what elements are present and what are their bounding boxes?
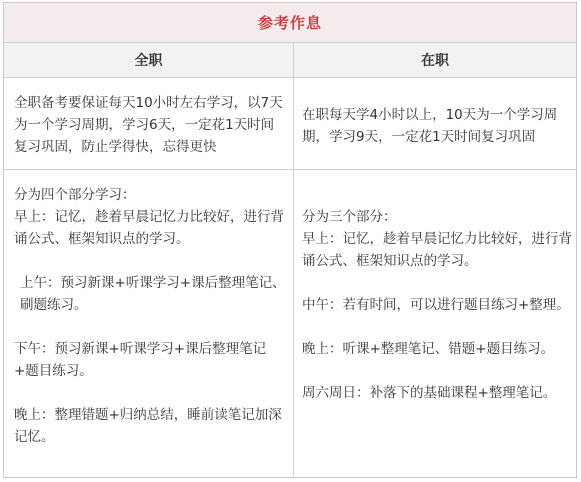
table-title: 参考作息 [4, 3, 576, 43]
parttime-noon: 中午：若有时间，可以进行题目练习+整理。 [302, 297, 570, 313]
fulltime-afternoon: 下午：预习新课+听课学习+课后整理笔记+题目练习。 [14, 341, 267, 379]
schedule-table [3, 2, 577, 478]
table-row [4, 78, 576, 170]
table-header-row [4, 43, 576, 78]
fulltime-intro: 分为四个部分学习： [14, 187, 136, 203]
fulltime-summary-cell [4, 78, 294, 169]
fulltime-summary-text: 全职备考要保证每天10小时左右学习，以7天为一个学习周期，学习6天，一定花1天时间复习巩固，防止学得快，忘得更快 [14, 95, 283, 155]
parttime-early-morning: 早上：记忆，趁着早晨记忆力比较好，进行背诵公式、框架知识点的学习。 [302, 231, 572, 269]
fulltime-schedule-cell [4, 170, 294, 477]
parttime-summary-cell [294, 78, 576, 169]
parttime-weekend: 周六周日：补落下的基础课程+整理笔记。 [302, 385, 557, 401]
parttime-schedule-cell [294, 170, 576, 477]
fulltime-evening: 晚上：整理错题+归纳总结，睡前读笔记加深记忆。 [14, 407, 282, 445]
table-row [4, 170, 576, 477]
fulltime-morning: 上午：预习新课+听课学习+课后整理笔记、刷题练习。 [20, 275, 286, 313]
parttime-summary-text: 在职每天学4小时以上，10天为一个学习周期，学习9天，一定花1天时间复习巩固 [302, 107, 558, 145]
parttime-intro: 分为三个部分： [302, 209, 397, 225]
header-fulltime: 全职 [4, 43, 294, 77]
header-parttime: 在职 [421, 53, 449, 69]
parttime-evening: 晚上：听课+整理笔记、错题+题目练习。 [302, 341, 555, 357]
fulltime-early-morning: 早上：记忆，趁着早晨记忆力比较好，进行背诵公式、框架知识点的学习。 [14, 209, 284, 247]
